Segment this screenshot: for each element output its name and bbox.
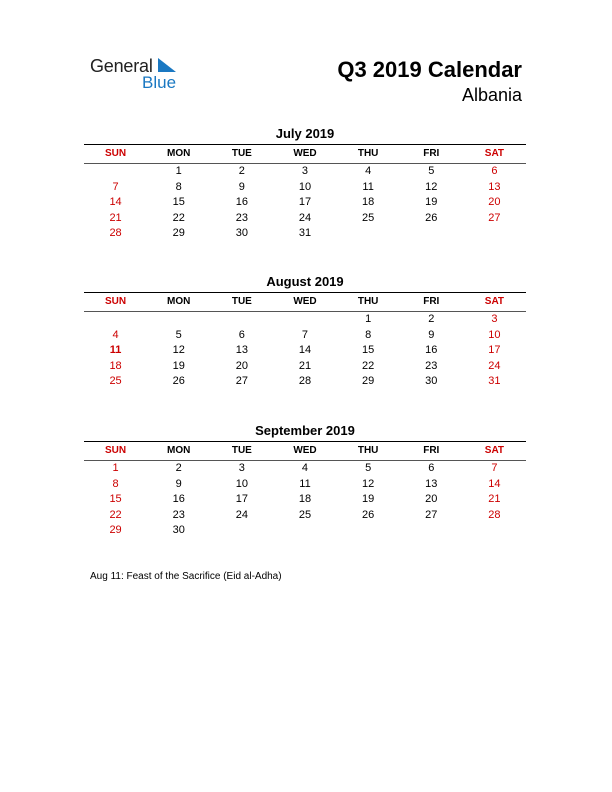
day-cell: 19 — [425, 196, 438, 209]
day-cell: 4 — [112, 328, 119, 341]
logo-blue-text: Blue — [142, 73, 177, 92]
month-title: August 2019 — [266, 274, 344, 289]
day-cell: 13 — [425, 477, 438, 490]
day-cell: 3 — [491, 313, 498, 325]
day-cell: 6 — [428, 462, 435, 474]
week-row — [84, 461, 526, 477]
week-row — [84, 328, 526, 344]
day-cell: 23 — [235, 211, 248, 224]
day-cell: 12 — [172, 344, 185, 357]
day-cell: 9 — [428, 328, 435, 341]
day-cell: 10 — [488, 328, 501, 341]
day-cell: 8 — [175, 180, 182, 193]
day-cell: 6 — [238, 328, 245, 341]
day-cell: 4 — [365, 165, 372, 177]
day-cell: 23 — [425, 359, 438, 372]
day-cell: 20 — [235, 359, 248, 372]
day-cell: 30 — [235, 227, 248, 240]
day-cell: 21 — [109, 211, 122, 224]
day-cell — [400, 523, 463, 539]
week-row — [84, 508, 526, 524]
day-cell: 7 — [491, 462, 498, 474]
weekday-header: WED — [293, 148, 317, 159]
day-cell: 28 — [109, 227, 122, 240]
weekday-header: SUN — [105, 445, 127, 456]
day-cell: 20 — [425, 493, 438, 506]
day-cell: 3 — [238, 462, 245, 474]
day-cell: 25 — [362, 211, 375, 224]
day-cell: 27 — [425, 508, 438, 521]
day-cell: 15 — [362, 344, 375, 357]
day-cell: 21 — [298, 359, 312, 372]
week-row — [84, 226, 526, 242]
weekday-header: TUE — [231, 445, 252, 456]
day-cell: 1 — [112, 462, 119, 474]
weekday-header: SAT — [484, 445, 505, 456]
day-cell: 1 — [175, 165, 182, 177]
day-cell: 5 — [428, 165, 435, 177]
day-cell — [400, 226, 463, 242]
day-cell: 13 — [235, 344, 248, 357]
weekday-header: MON — [167, 296, 191, 307]
day-cell: 29 — [109, 524, 122, 537]
day-cell: 8 — [112, 477, 119, 490]
day-cell: 26 — [425, 211, 438, 224]
day-cell: 31 — [298, 227, 312, 240]
day-cell: 19 — [172, 359, 185, 372]
weekday-header: FRI — [423, 445, 440, 456]
month-title: July 2019 — [275, 126, 335, 141]
day-cell — [463, 523, 526, 539]
day-cell: 2 — [175, 462, 182, 474]
day-cell: 9 — [238, 180, 245, 193]
day-cell: 3 — [301, 165, 309, 177]
logo-triangle-icon — [158, 58, 176, 74]
month-calendar-august — [84, 273, 526, 390]
day-cell: 18 — [298, 493, 312, 506]
day-cell: 27 — [235, 375, 248, 388]
week-row — [84, 374, 526, 390]
day-cell — [84, 164, 147, 180]
weekday-header: TUE — [231, 148, 252, 159]
day-cell: 26 — [362, 508, 375, 521]
weekday-header: TUE — [231, 296, 252, 307]
day-cell — [273, 312, 336, 328]
week-row — [84, 195, 526, 211]
day-cell: 23 — [172, 508, 185, 521]
day-cell — [273, 523, 336, 539]
day-cell: 15 — [172, 196, 185, 209]
day-cell: 24 — [488, 359, 501, 372]
weekday-header: WED — [293, 445, 317, 456]
day-cell: 15 — [109, 493, 122, 506]
day-cell: 19 — [362, 493, 375, 506]
day-cell: 17 — [235, 493, 248, 506]
day-cell: 11 — [109, 344, 122, 357]
day-cell — [210, 312, 273, 328]
day-cell: 5 — [175, 328, 182, 341]
day-cell: 7 — [301, 328, 309, 341]
day-cell — [210, 523, 273, 539]
week-row — [84, 180, 526, 196]
weekday-header: THU — [357, 148, 379, 159]
day-cell: 29 — [172, 227, 185, 240]
day-cell: 25 — [298, 508, 312, 521]
weekday-header: SAT — [484, 296, 505, 307]
day-cell: 31 — [488, 375, 501, 388]
weekday-header: FRI — [423, 296, 440, 307]
day-cell: 18 — [362, 196, 375, 209]
country-name: Albania — [461, 85, 522, 105]
weekday-header-row — [84, 292, 526, 312]
day-cell: 30 — [425, 375, 438, 388]
day-cell: 29 — [362, 375, 375, 388]
day-cell: 7 — [112, 180, 119, 193]
day-cell: 4 — [301, 462, 309, 474]
day-cell: 12 — [362, 477, 375, 490]
day-cell: 5 — [365, 462, 372, 474]
day-cell: 6 — [491, 165, 498, 177]
weekday-header: MON — [167, 148, 191, 159]
day-cell — [147, 312, 210, 328]
day-cell: 11 — [362, 180, 374, 193]
day-cell: 17 — [298, 196, 312, 209]
day-cell: 18 — [109, 359, 122, 372]
day-cell: 11 — [299, 477, 311, 490]
weekday-header: SUN — [105, 148, 127, 159]
month-calendar-september — [84, 422, 526, 539]
day-cell — [463, 226, 526, 242]
day-cell: 22 — [172, 211, 185, 224]
day-cell: 16 — [425, 344, 438, 357]
page-title: Q3 2019 Calendar — [337, 57, 522, 82]
day-cell: 27 — [488, 211, 501, 224]
day-cell — [337, 226, 400, 242]
day-cell: 28 — [488, 508, 501, 521]
weekday-header: FRI — [423, 148, 440, 159]
day-cell — [337, 523, 400, 539]
day-cell: 30 — [172, 524, 185, 537]
day-cell: 21 — [488, 493, 501, 506]
day-cell: 10 — [235, 477, 248, 490]
day-cell — [84, 312, 147, 328]
week-row — [84, 312, 526, 328]
day-cell: 14 — [109, 196, 122, 209]
day-cell: 12 — [425, 180, 438, 193]
weekday-header: SAT — [484, 148, 505, 159]
week-row — [84, 492, 526, 508]
day-cell: 2 — [428, 313, 435, 325]
day-cell: 16 — [172, 493, 185, 506]
weekday-header: SUN — [105, 296, 127, 307]
week-row — [84, 523, 526, 539]
month-title: September 2019 — [255, 423, 355, 438]
day-cell: 25 — [109, 375, 122, 388]
day-cell: 8 — [365, 328, 372, 341]
day-cell: 14 — [488, 477, 501, 490]
weekday-header: MON — [167, 445, 191, 456]
day-cell: 1 — [365, 313, 372, 325]
day-cell: 17 — [488, 344, 501, 357]
day-cell: 20 — [488, 196, 501, 209]
day-cell: 28 — [298, 375, 312, 388]
weekday-header: THU — [357, 296, 379, 307]
week-row — [84, 359, 526, 375]
week-row — [84, 164, 526, 180]
day-cell: 26 — [172, 375, 185, 388]
week-row — [84, 477, 526, 493]
generalblue-logo — [90, 56, 190, 92]
day-cell: 24 — [298, 211, 312, 224]
day-cell: 24 — [235, 508, 248, 521]
day-cell: 9 — [175, 477, 182, 490]
weekday-header-row — [84, 144, 526, 164]
week-row — [84, 211, 526, 227]
day-cell: 22 — [362, 359, 375, 372]
day-cell: 16 — [235, 196, 248, 209]
day-cell: 14 — [298, 344, 312, 357]
week-row — [84, 343, 526, 359]
day-cell: 13 — [488, 180, 501, 193]
weekday-header: WED — [293, 296, 317, 307]
day-cell: 2 — [238, 165, 245, 177]
day-cell: 22 — [109, 508, 122, 521]
weekday-header-row — [84, 441, 526, 461]
holiday-note: Aug 11: Feast of the Sacrifice (Eid al-Adha) — [90, 571, 282, 582]
weekday-header: THU — [357, 445, 379, 456]
month-calendar-july — [84, 125, 526, 242]
logo-general-text: General — [90, 56, 153, 76]
day-cell: 10 — [298, 180, 312, 193]
